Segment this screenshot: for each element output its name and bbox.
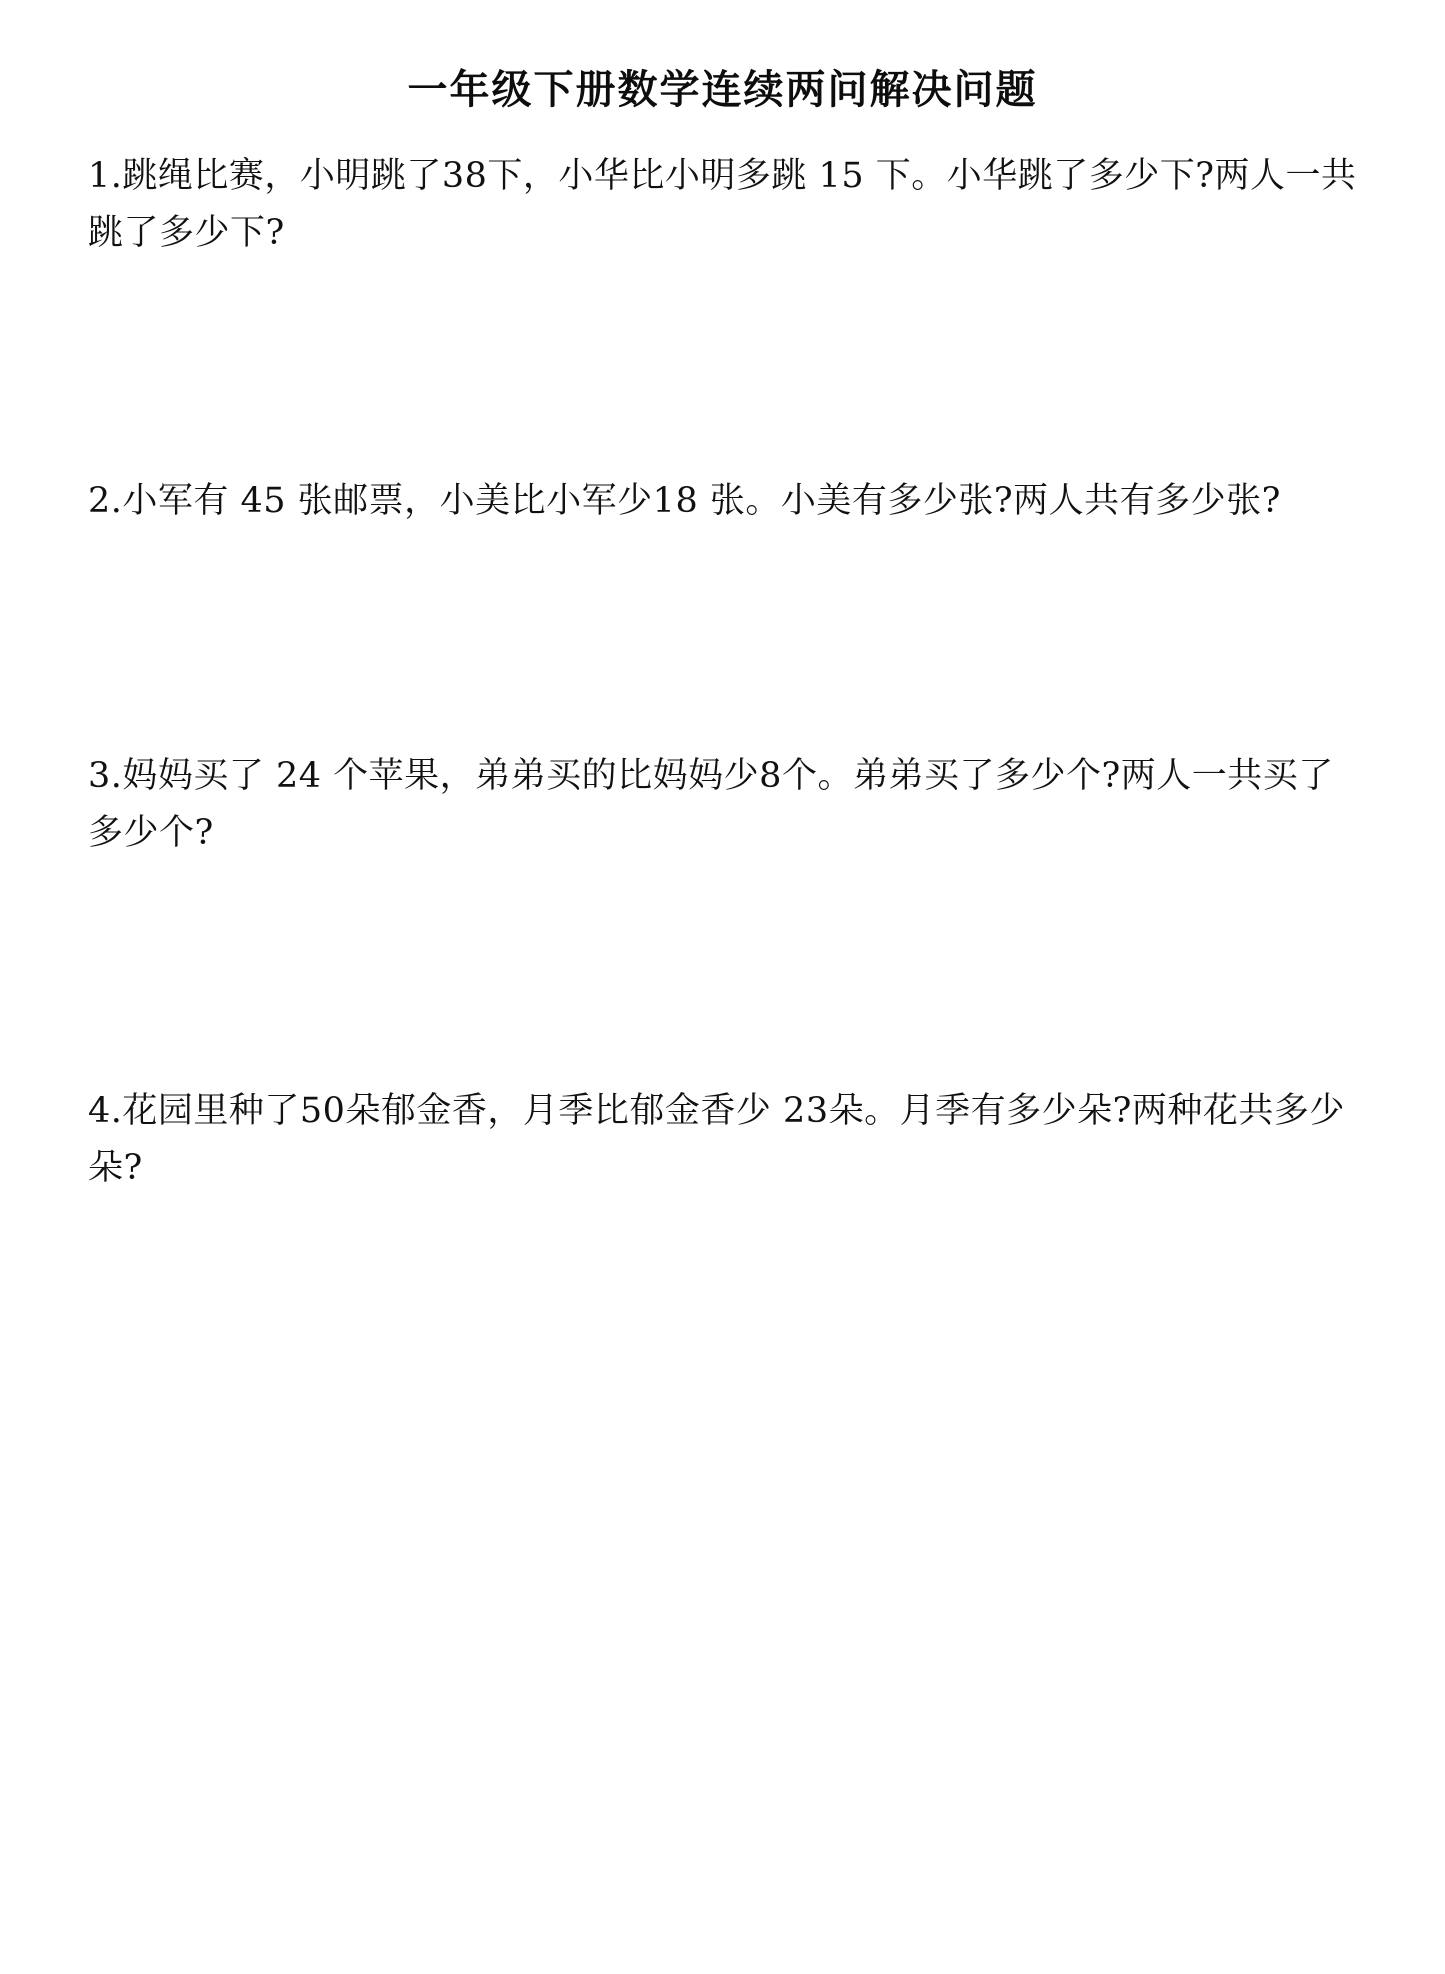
page-title: 一年级下册数学连续两问解决问题 [407, 66, 1038, 113]
list-item [88, 748, 1358, 861]
problem-list [88, 148, 1358, 1197]
problem-text: 1.跳绳比赛，小明跳了38下，小华比小明多跳 15 下。小华跳了多少下?两人一共跳了多少下? [88, 156, 1357, 253]
list-item [88, 148, 1358, 261]
list-item [88, 473, 1358, 530]
problem-text: 3.妈妈买了 24 个苹果，弟弟买的比妈妈少8个。弟弟买了多少个?两人一共买了多少个? [88, 756, 1334, 853]
list-item [88, 1083, 1358, 1196]
problem-text: 2.小军有 45 张邮票，小美比小军少18 张。小美有多少张?两人共有多少张? [88, 481, 1281, 522]
problem-text: 4.花园里种了50朵郁金香，月季比郁金香少 23朵。月季有多少朵?两种花共多少朵? [88, 1091, 1345, 1189]
